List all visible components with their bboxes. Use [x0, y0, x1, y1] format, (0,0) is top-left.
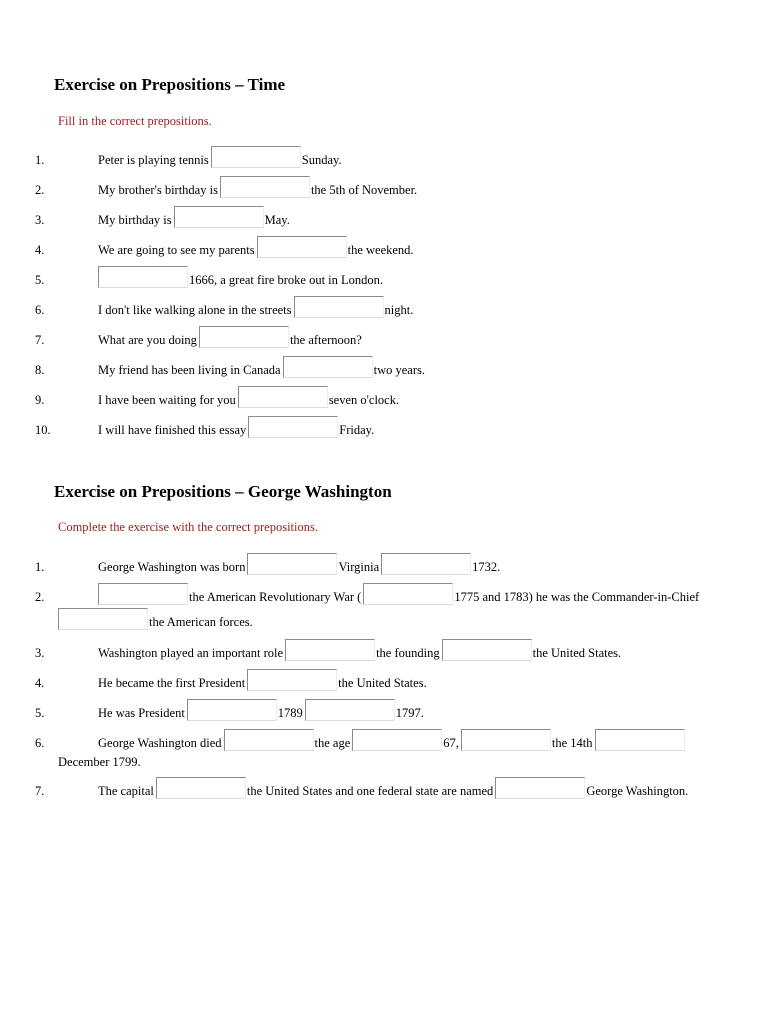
item-number: 1.	[35, 560, 45, 574]
answer-blank-input[interactable]	[495, 777, 585, 799]
item-text: George Washington died	[98, 736, 222, 750]
item-number: 3.	[35, 213, 45, 227]
washington-item-2	[0, 583, 768, 605]
washington-item-6	[0, 729, 768, 751]
item-number: 3.	[35, 646, 45, 660]
item-text: The capital	[98, 784, 154, 798]
instruction-washington: Complete the exercise with the correct prepositions.	[58, 520, 318, 534]
item-text-after: two years.	[373, 363, 425, 377]
answer-blank-input[interactable]	[187, 699, 277, 721]
answer-blank-input[interactable]	[98, 266, 188, 288]
answer-blank-input[interactable]	[352, 729, 442, 751]
washington-item-4	[0, 669, 768, 691]
item-number: 7.	[35, 784, 45, 798]
exercise-item-9	[0, 386, 768, 408]
item-text: George Washington was born	[98, 560, 246, 574]
item-text-after: the weekend.	[347, 243, 414, 257]
item-text-before: What are you doing	[98, 333, 197, 347]
item-text: 1797.	[395, 706, 424, 720]
washington-item-3	[0, 639, 768, 661]
item-text-before: I have been waiting for you	[98, 393, 236, 407]
exercise-item-2	[0, 176, 768, 198]
exercise-item-10	[0, 416, 768, 438]
item-text-after: Sunday.	[301, 153, 342, 167]
item-text-after: night.	[384, 303, 414, 317]
washington-item-2-continuation	[0, 608, 768, 630]
item-number: 6.	[35, 736, 45, 750]
item-text: George Washington.	[586, 784, 689, 798]
answer-blank-input[interactable]	[156, 777, 246, 799]
exercise-item-8	[0, 356, 768, 378]
exercise-item-3	[0, 206, 768, 228]
answer-blank-input[interactable]	[248, 416, 338, 438]
answer-blank-input[interactable]	[363, 583, 453, 605]
item-text: the age	[314, 736, 351, 750]
item-number: 10.	[35, 423, 51, 437]
answer-blank-input[interactable]	[305, 699, 395, 721]
answer-blank-input[interactable]	[247, 669, 337, 691]
item-text: 67,	[443, 736, 459, 750]
answer-blank-input[interactable]	[174, 206, 264, 228]
item-text-before: We are going to see my parents	[98, 243, 255, 257]
item-text: 1732.	[472, 560, 501, 574]
answer-blank-input[interactable]	[285, 639, 375, 661]
item-number: 4.	[35, 676, 45, 690]
washington-item-6-continuation: December 1799.	[58, 755, 141, 769]
item-number: 2.	[35, 183, 45, 197]
item-number: 5.	[35, 273, 45, 287]
item-text-before: Peter is playing tennis	[98, 153, 209, 167]
item-text-after: the 5th of November.	[310, 183, 418, 197]
item-text-after: the afternoon?	[289, 333, 362, 347]
item-text: the United States.	[338, 676, 427, 690]
item-text: the United States and one federal state are named	[246, 784, 494, 798]
answer-blank-input[interactable]	[381, 553, 471, 575]
item-text-before: I don't like walking alone in the streets	[98, 303, 292, 317]
answer-blank-input[interactable]	[283, 356, 373, 378]
item-text: He was President	[98, 706, 185, 720]
answer-blank-input[interactable]	[595, 729, 685, 751]
answer-blank-input[interactable]	[238, 386, 328, 408]
item-text: the American Revolutionary War (	[189, 590, 362, 604]
item-text-after: seven o'clock.	[328, 393, 400, 407]
item-text: the 14th	[551, 736, 593, 750]
item-text: the American forces.	[149, 615, 253, 629]
item-number: 7.	[35, 333, 45, 347]
answer-blank-input[interactable]	[442, 639, 532, 661]
item-text: the United States.	[532, 646, 622, 660]
item-text: 1789	[277, 706, 303, 720]
answer-blank-input[interactable]	[98, 583, 188, 605]
exercise-title-time: Exercise on Prepositions – Time	[54, 75, 286, 94]
exercise-item-7	[0, 326, 768, 348]
item-text: Virginia	[338, 560, 380, 574]
item-number: 8.	[35, 363, 45, 377]
item-number: 1.	[35, 153, 45, 167]
instruction-time: Fill in the correct prepositions.	[58, 114, 212, 128]
item-text: the founding	[376, 646, 440, 660]
item-number: 2.	[35, 590, 45, 604]
item-text-before: My birthday is	[98, 213, 172, 227]
answer-blank-input[interactable]	[220, 176, 310, 198]
answer-blank-input[interactable]	[247, 553, 337, 575]
answer-blank-input[interactable]	[294, 296, 384, 318]
item-text-before: My brother's birthday is	[98, 183, 218, 197]
item-number: 9.	[35, 393, 45, 407]
answer-blank-input[interactable]	[257, 236, 347, 258]
exercise-item-6	[0, 296, 768, 318]
exercise-item-1	[0, 146, 768, 168]
item-text-after: May.	[264, 213, 290, 227]
exercise-title-washington: Exercise on Prepositions – George Washington	[54, 482, 392, 501]
exercise-item-4	[0, 236, 768, 258]
answer-blank-input[interactable]	[58, 608, 148, 630]
item-number: 6.	[35, 303, 45, 317]
item-text-before: My friend has been living in Canada	[98, 363, 281, 377]
item-text: 1775 and 1783) he was the Commander-in-Chief	[454, 590, 700, 604]
answer-blank-input[interactable]	[224, 729, 314, 751]
answer-blank-input[interactable]	[211, 146, 301, 168]
washington-item-1	[0, 553, 768, 575]
item-number: 5.	[35, 706, 45, 720]
item-text-after: Friday.	[339, 423, 375, 437]
washington-item-5	[0, 699, 768, 721]
item-text-before: I will have finished this essay	[98, 423, 247, 437]
answer-blank-input[interactable]	[199, 326, 289, 348]
washington-item-7	[0, 777, 768, 799]
exercise-item-5	[0, 266, 768, 288]
item-text-after: 1666, a great fire broke out in London.	[189, 273, 384, 287]
item-text: He became the first President	[98, 676, 246, 690]
answer-blank-input[interactable]	[461, 729, 551, 751]
item-number: 4.	[35, 243, 45, 257]
item-text: Washington played an important role	[98, 646, 284, 660]
